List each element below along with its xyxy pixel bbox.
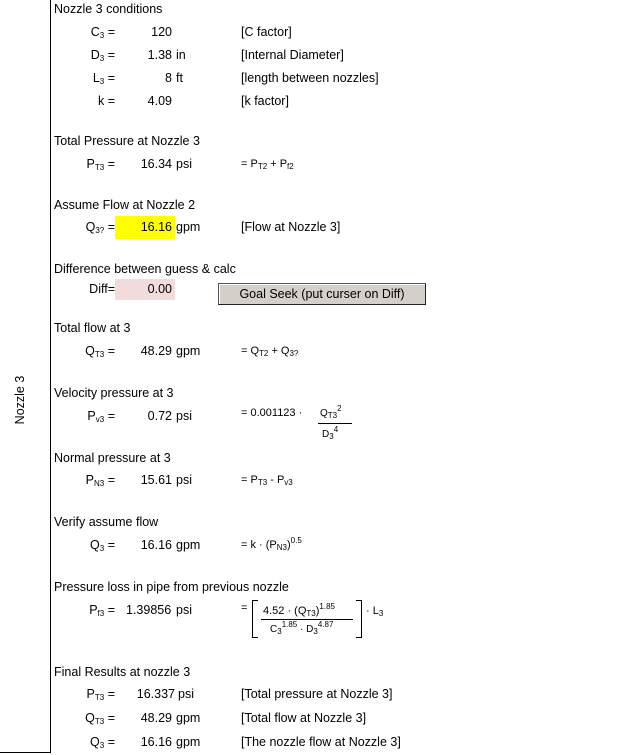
q3-guess-unit: gpm xyxy=(176,220,201,234)
final-pt3-unit: psi xyxy=(178,687,194,701)
c3-value: 120 xyxy=(151,25,172,39)
q3-verify-formula: = $k \cdot (P_{N3})^{0.5}$ xyxy=(241,536,302,552)
qt3-formula: = $Q_{T2} + Q_{3?}$ xyxy=(241,345,299,358)
final-pt3-label: $P_{T3}$ = xyxy=(86,687,115,702)
bottom-border-line xyxy=(0,752,51,753)
pf3-label: $P_{f3}$ = xyxy=(89,603,115,618)
pn3-value: 15.61 xyxy=(140,473,172,487)
pf3-formula-num: $4.52 \cdot (Q_{T3})^{1.85}$ xyxy=(263,602,335,618)
final-pt3-value: 16.337 xyxy=(136,687,175,701)
pv3-fraction-bar xyxy=(318,423,352,424)
pf3-right-bracket xyxy=(356,600,362,638)
final-qt3-note: [Total flow at Nozzle 3] xyxy=(241,711,367,725)
q3-guess-label: $Q_{3?}$ = xyxy=(85,220,115,235)
pn3-label: $P_{N3}$ = xyxy=(85,473,115,488)
conditions-header: Nozzle 3 conditions xyxy=(54,2,163,16)
difference-header: Difference between guess & calc xyxy=(54,262,236,276)
goal-seek-button[interactable]: Goal Seek (put curser on Diff) xyxy=(218,283,426,305)
pv3-formula-coef: = 0.001123 · xyxy=(241,407,303,419)
velocity-header: Velocity pressure at 3 xyxy=(54,386,174,400)
pt3-value: 16.34 xyxy=(140,157,172,171)
pf3-value: 1.39856 xyxy=(126,603,172,617)
c3-label: $C_3$ = xyxy=(90,25,115,40)
q3-guess-value[interactable]: 16.16 xyxy=(140,220,172,234)
pf3-formula-den: $C_3^{1.85} \cdot D_3^{4.87}$ xyxy=(270,620,334,636)
final-q3-value: 16.16 xyxy=(140,735,172,749)
qt3-unit: gpm xyxy=(176,344,201,358)
side-label: Nozzle 3 xyxy=(13,375,27,425)
q3-verify-label: $Q_3$ = xyxy=(90,538,115,553)
final-q3-label: $Q_3$ = xyxy=(90,735,115,750)
final-q3-unit: gpm xyxy=(176,735,201,749)
l3-value: 8 xyxy=(165,71,172,85)
left-border-line xyxy=(50,0,51,753)
pn3-formula: = $P_{T3} - P_{v3}$ xyxy=(241,474,293,487)
l3-label: $L_3$ = xyxy=(92,71,115,86)
l3-unit: ft xyxy=(176,71,183,85)
pf3-fraction-bar xyxy=(261,619,353,620)
d3-note: [Internal Diameter] xyxy=(241,48,344,62)
pt3-label: $P_{T3}$ = xyxy=(86,157,115,172)
total-flow-header: Total flow at 3 xyxy=(54,321,131,335)
pipe-loss-header: Pressure loss in pipe from previous nozzle xyxy=(54,580,289,594)
final-qt3-unit: gpm xyxy=(176,711,201,725)
pt3-formula: = $P_{T2} + P_{f2}$ xyxy=(241,158,294,171)
c3-note: [C factor] xyxy=(241,25,292,39)
qt3-value: 48.29 xyxy=(140,344,172,358)
pv3-label: $P_{v3}$ = xyxy=(87,409,115,424)
pf3-formula-eq: = xyxy=(241,602,248,614)
pv3-value: 0.72 xyxy=(147,409,172,423)
pn3-unit: psi xyxy=(176,473,192,487)
pv3-formula-num: $Q_{T3}^2$ xyxy=(320,404,342,420)
k-note: [k factor] xyxy=(241,94,289,108)
pt3-unit: psi xyxy=(176,157,192,171)
assume-flow-header: Assume Flow at Nozzle 2 xyxy=(54,198,196,212)
normal-header: Normal pressure at 3 xyxy=(54,451,171,465)
final-q3-note: [The nozzle flow at Nozzle 3] xyxy=(241,735,401,749)
pf3-unit: psi xyxy=(176,603,192,617)
pv3-formula-den: $D_3^4$ xyxy=(322,425,339,441)
d3-label: $D_3$ = xyxy=(90,48,115,63)
verify-header: Verify assume flow xyxy=(54,515,159,529)
q3-verify-unit: gpm xyxy=(176,538,201,552)
final-qt3-value: 48.29 xyxy=(140,711,172,725)
k-label: k = xyxy=(97,94,115,108)
k-value: 4.09 xyxy=(147,94,172,108)
d3-value: 1.38 xyxy=(147,48,172,62)
l3-note: [length between nozzles] xyxy=(241,71,379,85)
diff-label: Diff= xyxy=(89,282,115,296)
q3-verify-value: 16.16 xyxy=(140,538,172,552)
pf3-formula-tail: · $L_3$ xyxy=(366,605,384,618)
pv3-unit: psi xyxy=(176,409,192,423)
final-pt3-note: [Total pressure at Nozzle 3] xyxy=(241,687,393,701)
d3-unit: in xyxy=(176,48,186,62)
final-qt3-label: $Q_{T3}$ = xyxy=(85,711,115,726)
final-header: Final Results at nozzle 3 xyxy=(54,665,191,679)
diff-value[interactable]: 0.00 xyxy=(147,282,172,296)
pf3-left-bracket xyxy=(252,600,258,638)
q3-guess-note: [Flow at Nozzle 3] xyxy=(241,220,341,234)
qt3-label: $Q_{T3}$ = xyxy=(85,344,115,359)
total-pressure-header: Total Pressure at Nozzle 3 xyxy=(54,134,200,148)
